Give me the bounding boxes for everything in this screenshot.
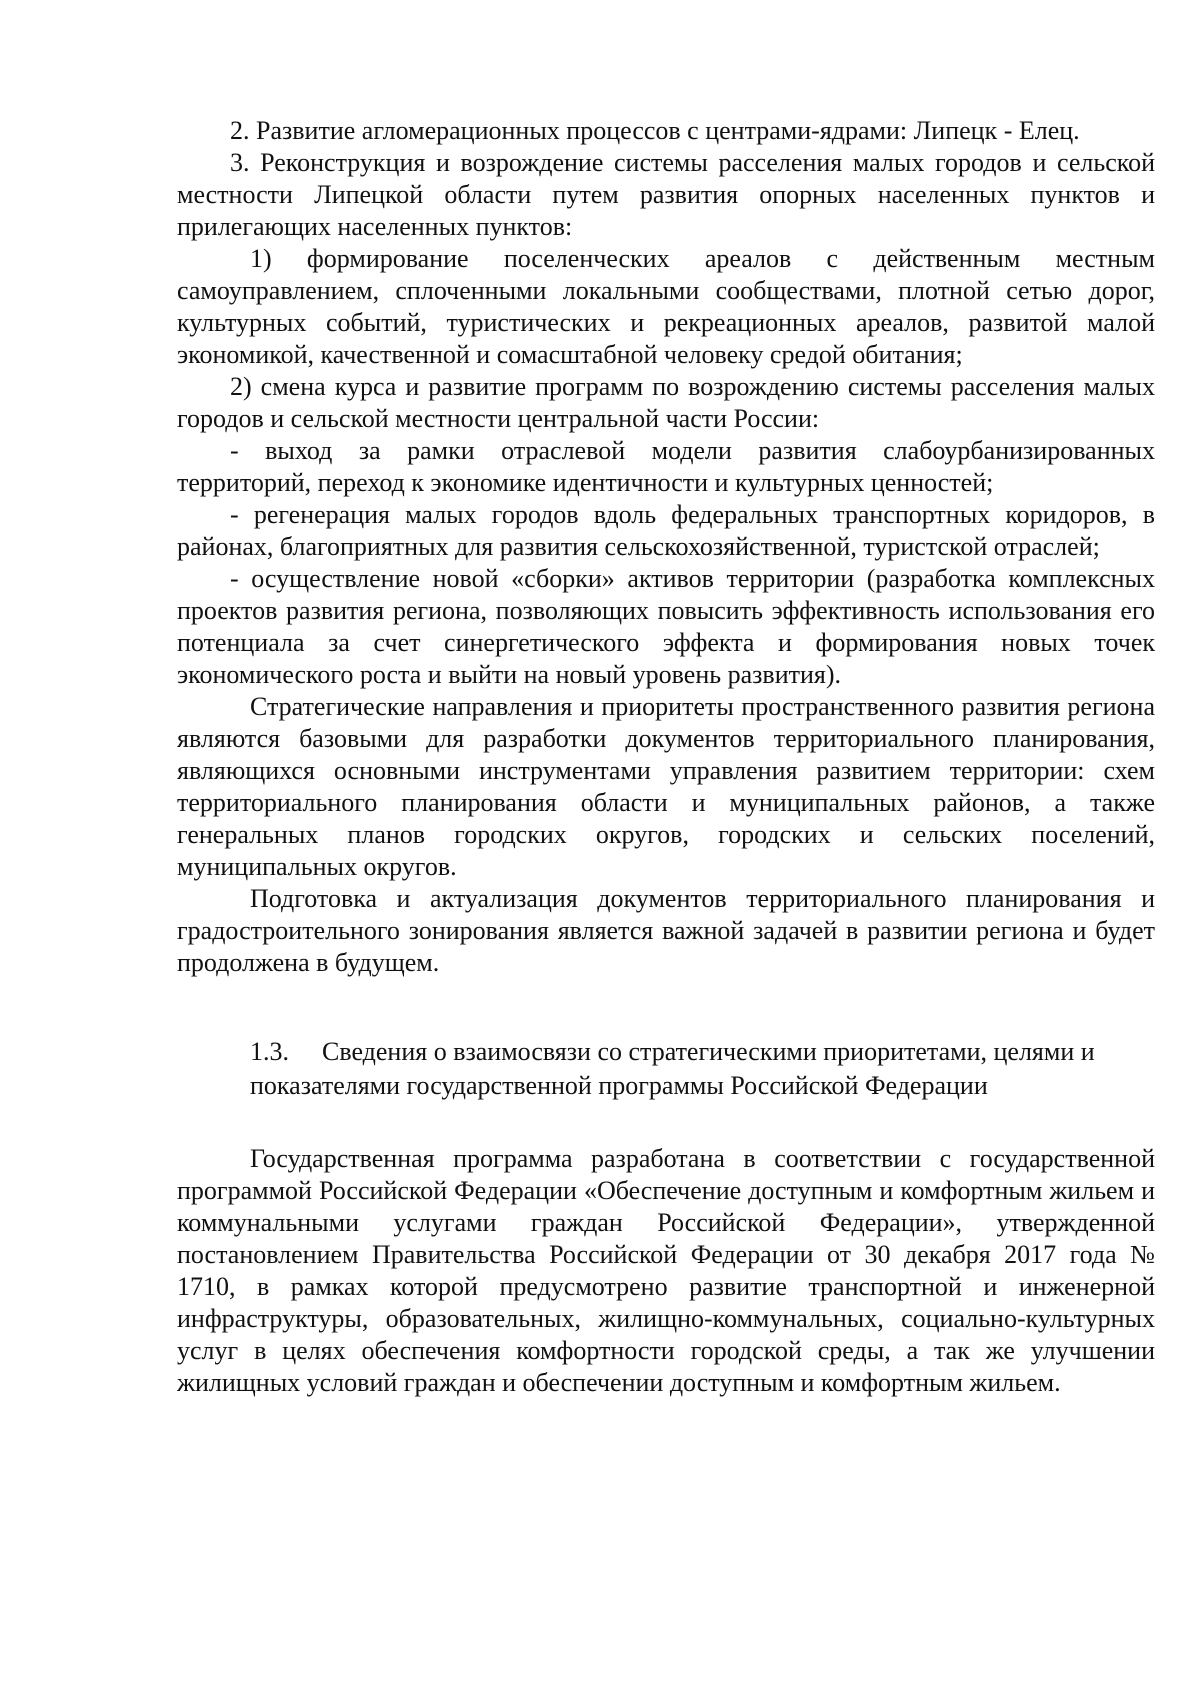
paragraph-item-1: 1) формирование поселенческих ареалов с действенным местным самоуправлением, сплоченными локальными сообществами, плотной сетью дорог, культурных событий, туристических и рекреационных ареалов, развитой малой экономикой, качественной и сомасштабной человеку средой обитания;	[177, 244, 1155, 369]
section-heading	[177, 1035, 1155, 1103]
document-body	[177, 115, 1155, 1399]
paragraph-reconstruction: 3. Реконструкция и возрождение системы расселения малых городов и сельской местности Липецкой области путем развития опорных населенных пунктов и прилегающих населенных пунктов:	[177, 148, 1155, 241]
paragraph-item-2: 2) смена курса и развитие программ по возрождению системы расселения малых городов и сельской местности центральной части России:	[177, 372, 1155, 433]
paragraph-preparation: Подготовка и актуализация документов территориального планирования и градостроительного зонирования является важной задачей в развитии региона и будет продолжена в будущем.	[177, 884, 1155, 977]
section-spacer	[177, 1103, 1155, 1143]
paragraph-program-relation: Государственная программа разработана в соответствии с государственной программой Российской Федерации «Обеспечение доступным и комфортным жильем и коммунальными услугами граждан Российской Федерации», утвержденной постановлением Правительства Российской Федерации от 30 декабря 2017 года № 1710, в рамках которой предусмотрено развитие транспортной и инженерной инфраструктуры, образовательных, жилищно-коммунальных, социально-культурных услуг в целях обеспечения комфортности городской среды, а так же улучшении жилищных условий граждан и обеспечении доступным и комфортным жильем.	[177, 1144, 1155, 1397]
paragraph-agglomeration: 2. Развитие агломерационных процессов с центрами-ядрами: Липецк - Елец.	[230, 116, 1080, 145]
paragraph-dash-3: - осуществление новой «сборки» активов территории (разработка комплексных проектов развития региона, позволяющих повысить эффективность использования его потенциала за счет синергетического эффекта и формирования новых точек экономического роста и выйти на новый уровень развития).	[177, 564, 1155, 689]
paragraph-dash-1: - выход за рамки отраслевой модели развития слабоурбанизированных территорий, переход к экономике идентичности и культурных ценностей;	[177, 436, 1155, 497]
paragraph-strategic-directions: Стратегические направления и приоритеты пространственного развития региона являются базовыми для разработки документов территориального планирования, являющихся основными инструментами управления развитием территории: схем территориального планирования области и муниципальных районов, а также генеральных планов городских округов, городских и сельских поселений, муниципальных округов.	[177, 692, 1155, 881]
section-number: 1.3.	[250, 1037, 289, 1066]
paragraph-dash-2: - регенерация малых городов вдоль федеральных транспортных коридоров, в районах, благоприятных для развития сельскохозяйственной, туристской отраслей;	[177, 500, 1155, 561]
section-title: Сведения о взаимосвязи со стратегическими приоритетами, целями и показателями государственной программы Российской Федерации	[250, 1037, 1095, 1100]
